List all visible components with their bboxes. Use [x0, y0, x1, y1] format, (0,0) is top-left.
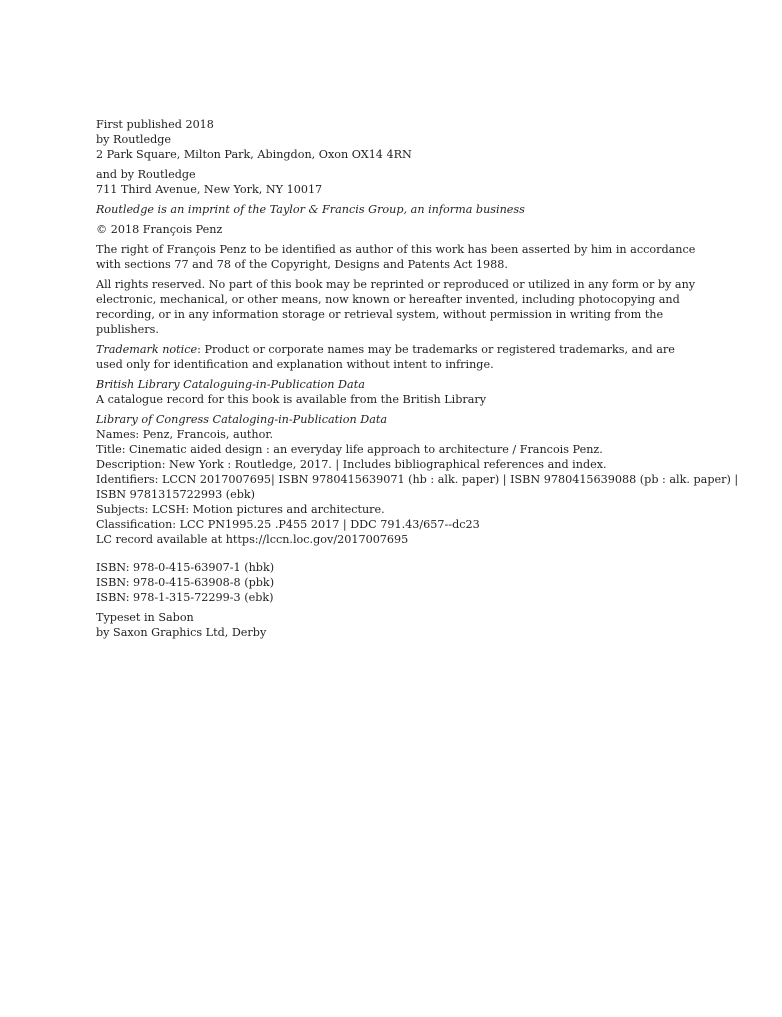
loc-identifiers-line: Identifiers: LCCN 2017007695| ISBN 9780415639071 (hb : alk. paper) | ISBN 9780415639088 (pb : alk. paper) | — [96, 473, 739, 486]
typesetter-line: by Saxon Graphics Ltd, Derby — [96, 626, 267, 639]
isbn-pbk-line: ISBN: 978-0-415-63908-8 (pbk) — [96, 576, 275, 589]
loc-classification-line: Classification: LCC PN1995.25 .P455 2017 | DDC 791.43/657--dc23 — [96, 518, 480, 531]
copyright-page — [96, 117, 739, 645]
address-uk-line: 2 Park Square, Milton Park, Abingdon, Oxon OX14 4RN — [96, 148, 412, 161]
publisher-us-line: and by Routledge — [96, 168, 196, 181]
copyright-block — [96, 222, 696, 237]
loc-identifiers-cont-line: ISBN 9781315722993 (ebk) — [96, 488, 256, 501]
trademark-label: Trademark notice — [96, 343, 198, 356]
british-library-heading: British Library Cataloguing-in-Publication Data — [96, 378, 365, 391]
loc-heading: Library of Congress Cataloging-in-Publication Data — [96, 413, 388, 426]
loc-description-line: Description: New York : Routledge, 2017. | Includes bibliographical references and index. — [96, 458, 607, 471]
copyright-line: © 2018 François Penz — [96, 223, 223, 236]
first-published-line: First published 2018 — [96, 118, 214, 131]
isbn-block — [96, 560, 696, 605]
loc-title-line: Title: Cinematic aided design : an everyday life approach to architecture / Francois Penz. — [96, 443, 603, 456]
moral-right-text: The right of François Penz to be identified as author of this work has been asserted by him in accordance with sections 77 and 78 of the Copyright, Designs and Patents Act 1988. — [96, 243, 696, 271]
all-rights-block — [96, 277, 696, 337]
publication-block — [96, 117, 696, 162]
isbn-ebk-line: ISBN: 978-1-315-72299-3 (ebk) — [96, 591, 274, 604]
typeset-block — [96, 610, 696, 640]
isbn-hbk-line: ISBN: 978-0-415-63907-1 (hbk) — [96, 561, 275, 574]
publisher-uk-line: by Routledge — [96, 133, 172, 146]
imprint-block — [96, 202, 696, 217]
loc-names-line: Names: Penz, Francois, author. — [96, 428, 274, 441]
loc-subjects-line: Subjects: LCSH: Motion pictures and architecture. — [96, 503, 385, 516]
moral-right-block — [96, 242, 696, 272]
library-of-congress-block — [96, 412, 739, 547]
trademark-block — [96, 342, 696, 372]
imprint-note: Routledge is an imprint of the Taylor & Francis Group, an informa business — [96, 203, 525, 216]
us-publisher-block — [96, 167, 696, 197]
trademark-notice — [96, 342, 696, 372]
trademark-text: : Product or corporate names may be trademarks or registered trademarks, and are used only for identification and explanation without intent to infringe. — [96, 343, 675, 371]
british-library-block — [96, 377, 696, 407]
british-library-text: A catalogue record for this book is available from the British Library — [96, 393, 487, 406]
address-us-line: 711 Third Avenue, New York, NY 10017 — [96, 183, 323, 196]
all-rights-text: All rights reserved. No part of this book may be reprinted or reproduced or utilized in any form or by any electronic, mechanical, or other means, now known or hereafter invented, including photocopying and recording, or in any information storage or retrieval system, without permission in writing from the publishers. — [96, 278, 696, 336]
loc-record-line: LC record available at https://lccn.loc.gov/2017007695 — [96, 533, 409, 546]
typeset-line: Typeset in Sabon — [96, 611, 194, 624]
